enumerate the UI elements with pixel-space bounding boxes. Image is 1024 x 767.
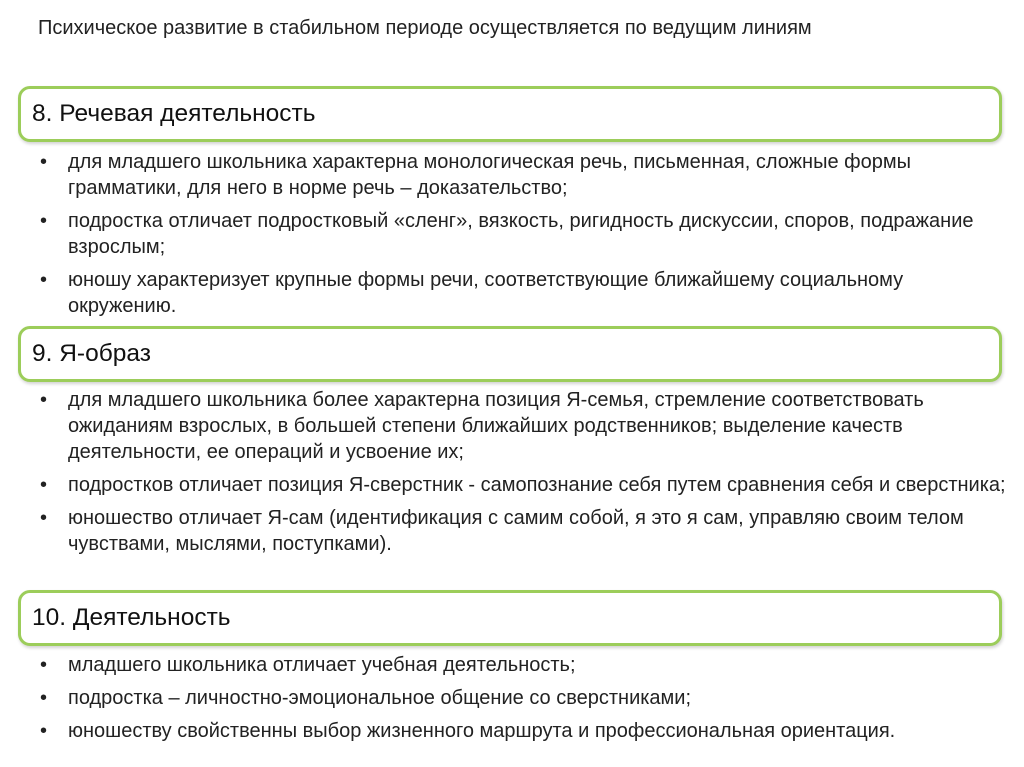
list-item: • юношество отличает Я-сам (идентификация с самим собой, я это я сам, управляю своим телом чувствами, мыслями, поступками). — [40, 505, 1010, 557]
section-heading-activity: 10. Деятельность — [18, 590, 1002, 646]
list-item: • подростка отличает подростковый «сленг», вязкость, ригидность дискуссии, споров, подражание взрослым; — [40, 208, 1010, 260]
list-item: • младшего школьника отличает учебная деятельность; — [40, 652, 1010, 678]
section-list-activity — [40, 652, 1010, 751]
list-item: • юношу характеризует крупные формы речи, соответствующие ближайшему социальному окружению. — [40, 267, 1010, 319]
list-item: • юношеству свойственны выбор жизненного маршрута и профессиональная ориентация. — [40, 718, 1010, 744]
slide-title: Психическое развитие в стабильном периоде осуществляется по ведущим линиям — [38, 17, 812, 39]
section-heading-self-image: 9. Я-образ — [18, 326, 1002, 382]
list-item: • подростка – личностно-эмоциональное общение со сверстниками; — [40, 685, 1010, 711]
list-item: • для младшего школьника характерна монологическая речь, письменная, сложные формы грамматики, для него в норме речь – доказательство; — [40, 149, 1010, 201]
list-item: • подростков отличает позиция Я-сверстник - самопознание себя путем сравнения себя и сверстника; — [40, 472, 1010, 498]
section-heading-speech: 8. Речевая деятельность — [18, 86, 1002, 142]
list-item: • для младшего школьника более характерна позиция Я-семья, стремление соответствовать ожиданиям взрослых, в большей степени ближайших родственников; выделение качеств деятельности, ее операций и усвоение их; — [40, 387, 1010, 465]
section-list-speech — [40, 149, 1010, 326]
section-list-self-image — [40, 387, 1010, 564]
